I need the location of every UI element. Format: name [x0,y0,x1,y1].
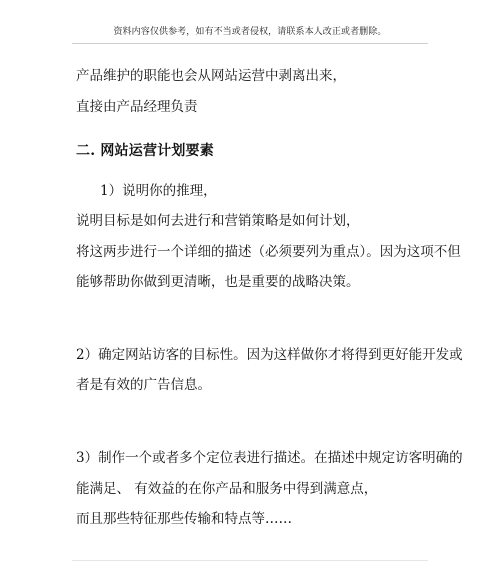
list-item: 2）确定网站访客的目标性。因为这样做你才将得到更好能开发或 [76,347,463,363]
paragraph-line: 直接由产品经理负责 [76,99,198,115]
list-item-heading: 1）说明你的推理， [100,183,217,199]
list-item: 3）制作一个或者多个定位表进行描述。在描述中规定访客明确的 [76,450,463,466]
paragraph-line: 说明目标是如何去进行和营销策略是如何计划， [76,213,360,229]
header-divider [72,43,428,44]
section-heading: 二. 网站运营计划要素 [76,143,214,159]
disclaimer-header: 资料内容仅供参考，如有不当或者侵权，请联系本人改正或者删除。 [113,27,387,37]
paragraph-line: 将这两步进行一个详细的描述（必须要列为重点）。因为这项不但 [76,244,461,260]
paragraph-line: 产品维护的职能也会从网站运营中剥离出来， [76,68,346,84]
paragraph-line: 者是有效的广告信息。 [76,377,211,393]
paragraph-line: 能够帮助你做到更清晰，也是重要的战略决策。 [76,274,360,290]
paragraph-line: 而且那些特征那些传输和特点等…… [76,511,292,527]
page-bottom-divider [72,560,428,561]
paragraph-line: 能满足、 有效益的在你产品和服务中得到满意点， [76,481,378,497]
